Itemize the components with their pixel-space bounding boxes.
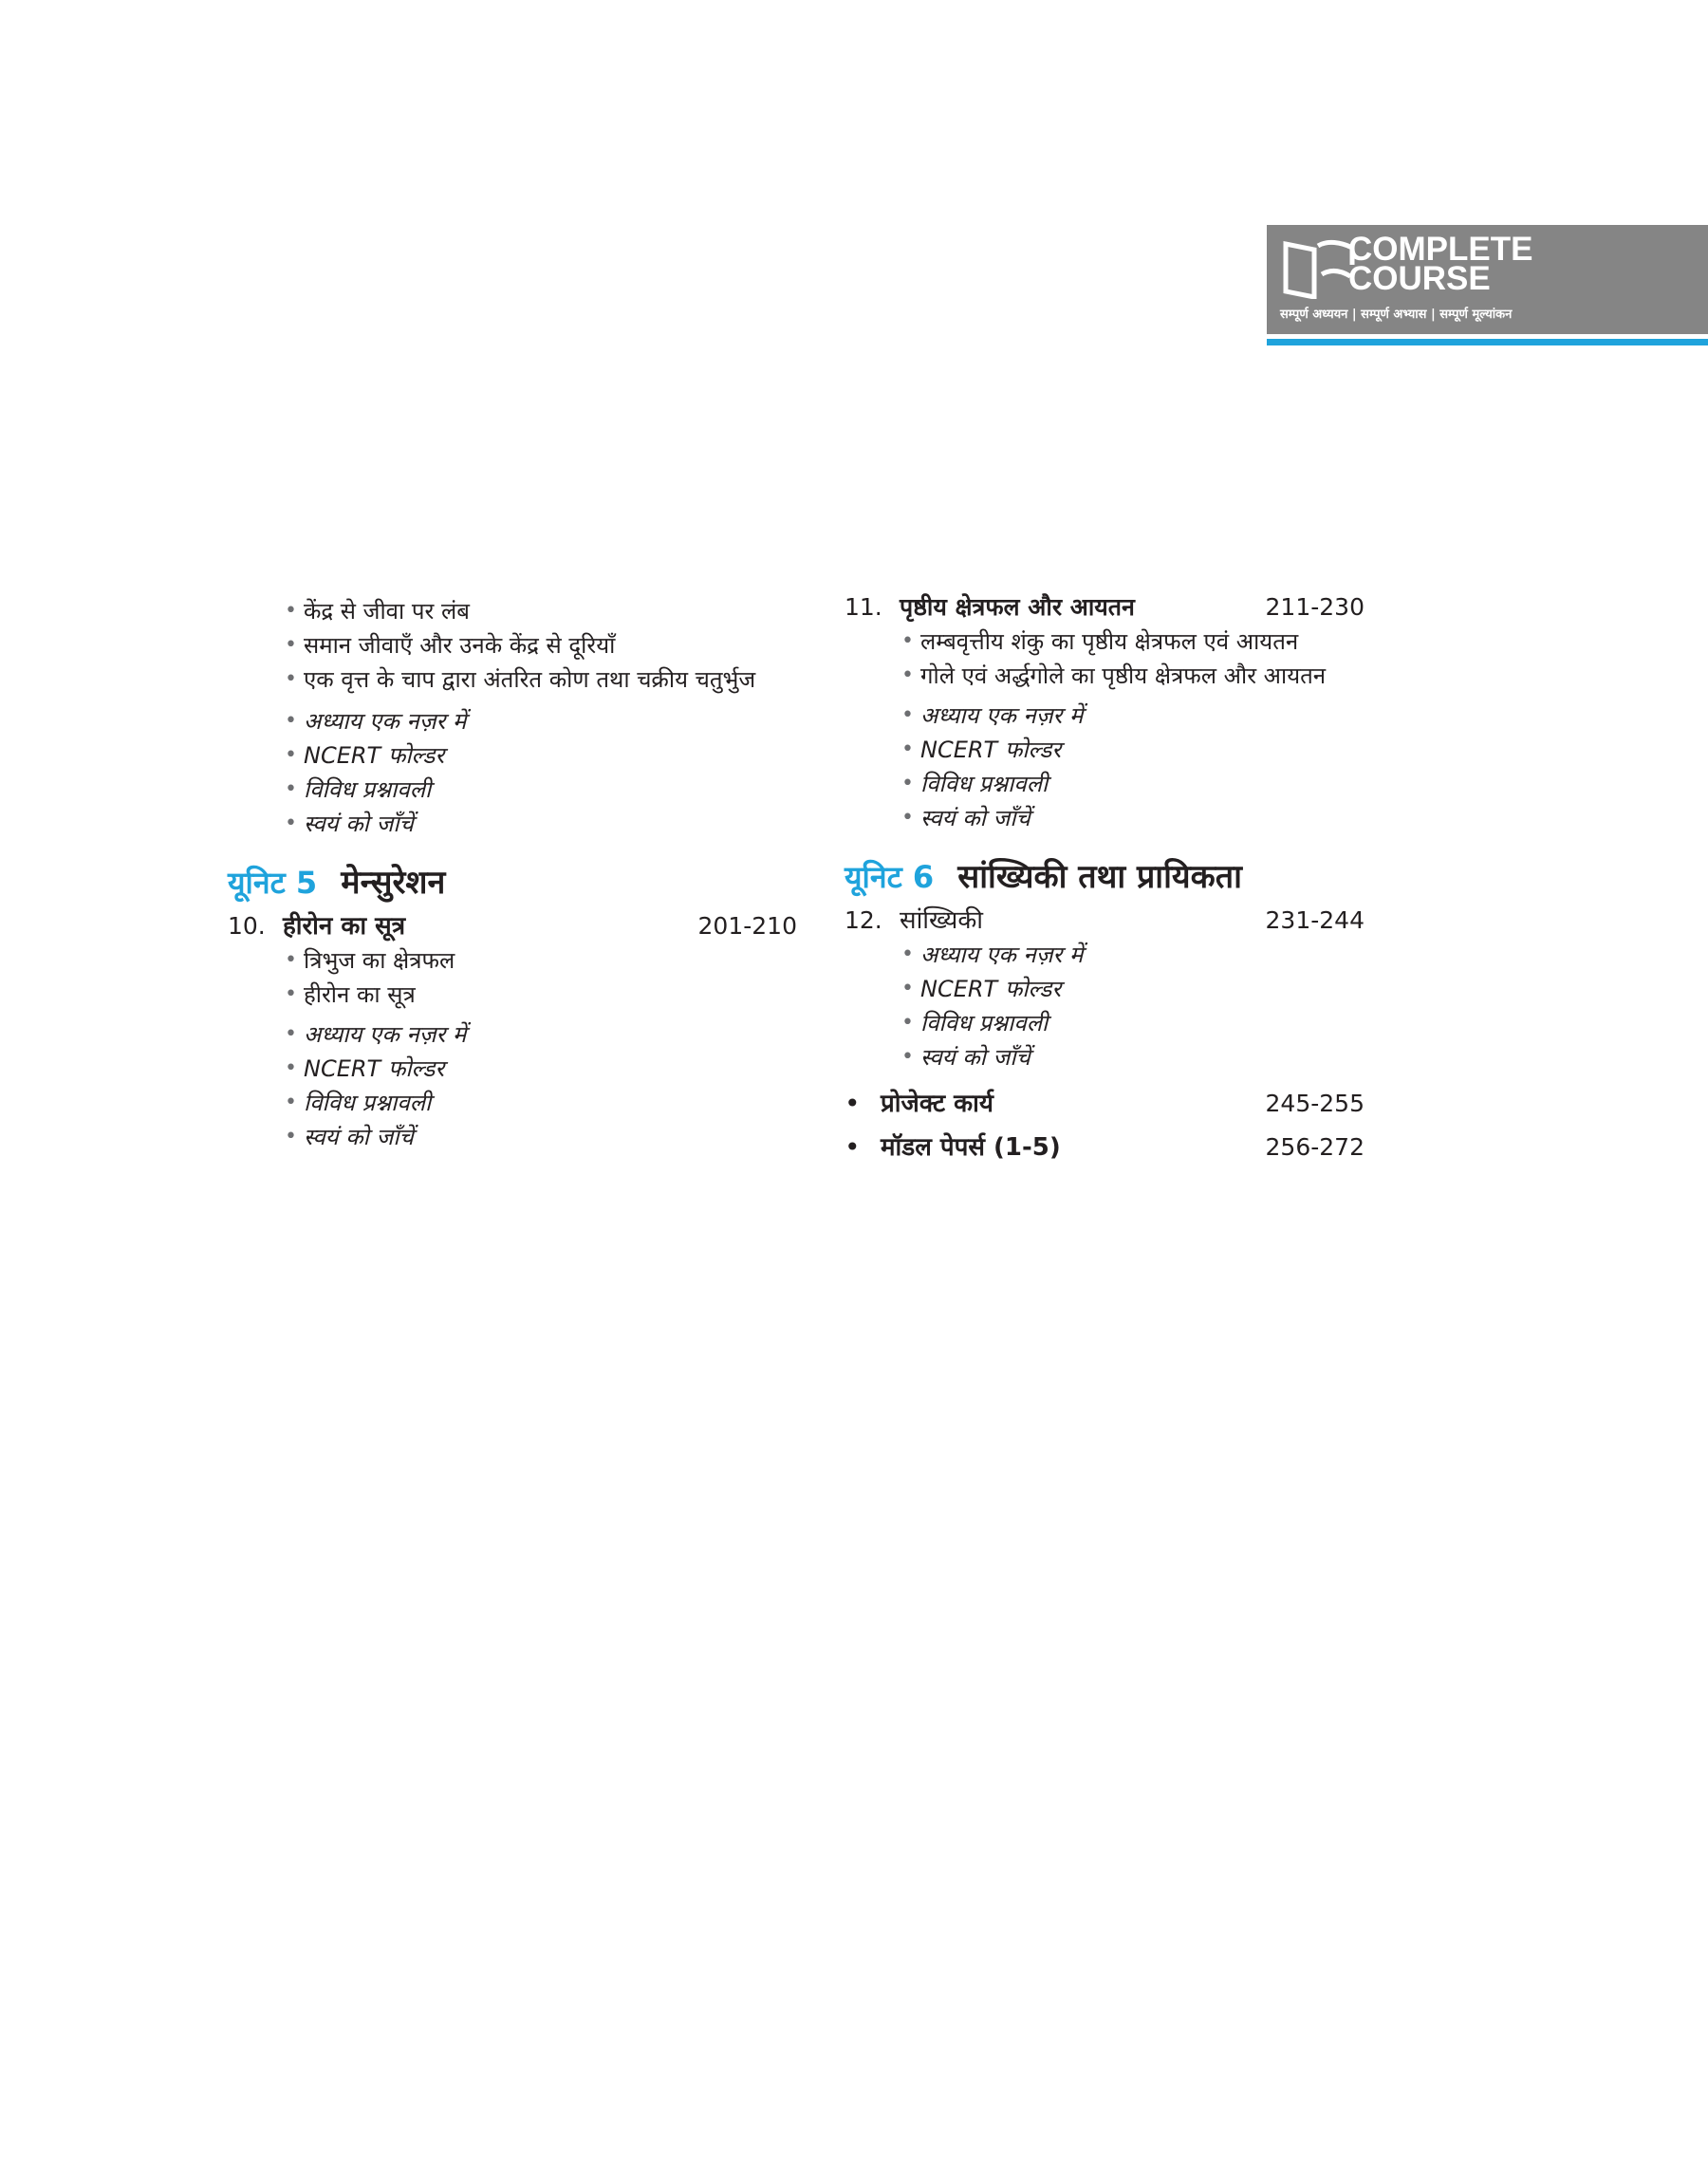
brand-name-line1: COMPLETE bbox=[1348, 231, 1533, 268]
bullet-icon: • bbox=[845, 1088, 861, 1119]
feature-item: • स्वयं को जाँचें bbox=[228, 807, 797, 841]
feature-item: • NCERT फोल्डर bbox=[228, 738, 797, 773]
chapter-row bbox=[845, 590, 1365, 625]
left-column bbox=[228, 594, 797, 1154]
brand-accent-rule bbox=[1267, 339, 1708, 345]
unit-heading bbox=[228, 858, 797, 907]
feature-item: • विविध प्रश्नावली bbox=[845, 1006, 1365, 1040]
topic-item: • एक वृत्त के चाप द्वारा अंतरित कोण तथा चक्रीय चतुर्भुज bbox=[228, 662, 797, 697]
bullet-icon: • bbox=[845, 1131, 861, 1163]
bullet-icon: • bbox=[285, 743, 297, 767]
chapter-row bbox=[228, 909, 797, 943]
feature-item: • अध्याय एक नज़र में bbox=[228, 704, 797, 738]
chapter-row bbox=[845, 904, 1365, 938]
extra-row bbox=[845, 1126, 1365, 1169]
bullet-icon: • bbox=[285, 812, 297, 835]
bullet-icon: • bbox=[901, 703, 914, 727]
unit-heading bbox=[845, 852, 1365, 902]
feature-item: • अध्याय एक नज़र में bbox=[228, 1017, 797, 1052]
topic-item: • हीरोन का सूत्र bbox=[228, 978, 797, 1012]
bullet-icon: • bbox=[285, 709, 297, 733]
bullet-icon: • bbox=[901, 977, 914, 1000]
feature-item: • NCERT फोल्डर bbox=[845, 972, 1365, 1006]
open-book-icon bbox=[1282, 236, 1358, 299]
chapter-title: हीरोन का सूत्र bbox=[283, 912, 406, 941]
bullet-icon: • bbox=[285, 1091, 297, 1114]
feature-item: • स्वयं को जाँचें bbox=[845, 801, 1365, 835]
bullet-icon: • bbox=[901, 772, 914, 795]
extra-pages: 245-255 bbox=[1265, 1090, 1365, 1117]
bullet-icon: • bbox=[285, 667, 297, 691]
feature-item: • स्वयं को जाँचें bbox=[228, 1120, 797, 1154]
feature-item: • NCERT फोल्डर bbox=[845, 733, 1365, 767]
topic-item: • गोले एवं अर्द्धगोले का पृष्ठीय क्षेत्रफल और आयतन bbox=[845, 659, 1365, 693]
extra-title: प्रोजेक्ट कार्य bbox=[881, 1090, 993, 1118]
extra-pages: 256-272 bbox=[1265, 1133, 1365, 1161]
bullet-icon: • bbox=[285, 982, 297, 1006]
brand-tagline: सम्पूर्ण अध्ययन | सम्पूर्ण अभ्यास | सम्पूर्ण मूल्यांकन bbox=[1280, 308, 1513, 322]
brand-box bbox=[1267, 225, 1708, 334]
feature-item: • विविध प्रश्नावली bbox=[845, 767, 1365, 801]
feature-item: • अध्याय एक नज़र में bbox=[845, 938, 1365, 972]
unit-label: यूनिट 6 bbox=[845, 859, 935, 895]
chapter-pages: 231-244 bbox=[1265, 906, 1365, 934]
chapter-title: सांख्यिकी bbox=[900, 906, 984, 935]
chapter-number: 12. bbox=[845, 906, 882, 934]
feature-item: • अध्याय एक नज़र में bbox=[845, 699, 1365, 733]
bullet-icon: • bbox=[901, 663, 914, 687]
topic-item: • लम्बवृत्तीय शंकु का पृष्ठीय क्षेत्रफल एवं आयतन bbox=[845, 625, 1365, 659]
bullet-icon: • bbox=[901, 1045, 914, 1069]
feature-item: • NCERT फोल्डर bbox=[228, 1052, 797, 1086]
feature-item: • विविध प्रश्नावली bbox=[228, 1086, 797, 1120]
bullet-icon: • bbox=[285, 599, 297, 623]
bullet-icon: • bbox=[285, 1022, 297, 1046]
extra-title: मॉडल पेपर्स (1-5) bbox=[881, 1133, 1061, 1162]
topic-item: • समान जीवाएँ और उनके केंद्र से दूरियाँ bbox=[228, 628, 797, 662]
unit-label: यूनिट 5 bbox=[228, 865, 318, 901]
brand-name-line2: COURSE bbox=[1348, 260, 1491, 297]
chapter-pages: 211-230 bbox=[1265, 593, 1365, 621]
bullet-icon: • bbox=[285, 1125, 297, 1148]
feature-item: • स्वयं को जाँचें bbox=[845, 1040, 1365, 1074]
unit-title: मेन्सुरेशन bbox=[341, 864, 446, 902]
chapter-number: 10. bbox=[228, 912, 266, 940]
unit-title: सांख्यिकी तथा प्रायिकता bbox=[957, 858, 1242, 896]
chapter-pages: 201-210 bbox=[697, 912, 797, 940]
bullet-icon: • bbox=[285, 1056, 297, 1080]
bullet-icon: • bbox=[901, 629, 914, 653]
extra-row bbox=[845, 1082, 1365, 1126]
right-column bbox=[845, 590, 1365, 1169]
topic-item: • त्रिभुज का क्षेत्रफल bbox=[228, 943, 797, 978]
bullet-icon: • bbox=[285, 777, 297, 801]
bullet-icon: • bbox=[901, 1011, 914, 1035]
bullet-icon: • bbox=[901, 942, 914, 966]
brand-name bbox=[1348, 231, 1533, 297]
bullet-icon: • bbox=[285, 948, 297, 972]
chapter-title: पृष्ठीय क्षेत्रफल और आयतन bbox=[900, 593, 1135, 621]
bullet-icon: • bbox=[901, 737, 914, 761]
topic-item: • केंद्र से जीवा पर लंब bbox=[228, 594, 797, 628]
bullet-icon: • bbox=[285, 633, 297, 657]
feature-item: • विविध प्रश्नावली bbox=[228, 773, 797, 807]
bullet-icon: • bbox=[901, 806, 914, 830]
chapter-number: 11. bbox=[845, 593, 882, 621]
